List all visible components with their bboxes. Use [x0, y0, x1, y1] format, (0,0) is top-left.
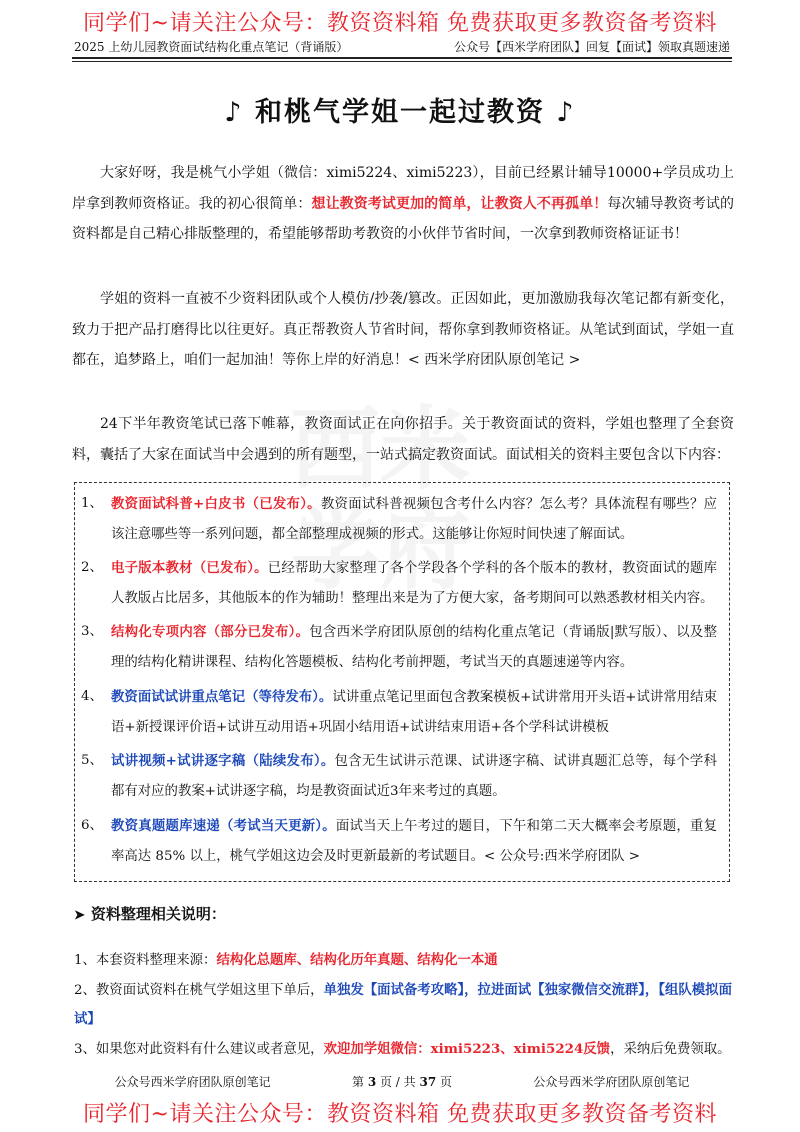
arrow-bullet-icon: ➤: [74, 908, 85, 923]
intro-paragraph-2: 学姐的资料一直被不少资料团队或个人模仿/抄袭/篡改。正因如此，更加激励我每次笔记都有新变化，致力于把产品打磨得比以往更好。真正帮教资人节省时间，帮你拿到教师资格证。从笔试到面试，学姐一直都在，追梦路上，咱们一起加油！等你上岸的好消息！< 西米学府团队原创笔记 >: [72, 291, 734, 368]
list-item: [81, 746, 717, 807]
notes-heading: [74, 903, 226, 924]
header-right-text: 公众号【西米学府团队】回复【面试】领取真题速递: [453, 40, 730, 54]
materials-list-box: [74, 482, 730, 882]
header-rule-thin: [72, 61, 732, 62]
page-title: ♪ 和桃气学姐一起过教资 ♪: [224, 97, 576, 128]
list-item: [81, 617, 717, 678]
list-item-highlight: 教资面试试讲重点笔记（等待发布）。: [111, 689, 333, 705]
page-footer: [74, 1073, 730, 1090]
intro-p1-highlight: 想让教资考试更加的简单，让教资人不再孤单！: [311, 195, 608, 212]
page-label-c: 页: [436, 1075, 453, 1089]
page-header: [74, 38, 730, 55]
intro-paragraph-3: 24下半年教资笔试已落下帷幕，教资面试正在向你招手。关于教资面试的资料，学姐也整理了全套资料，囊括了大家在面试当中会遇到的所有题型，一站式搞定教资面试。面试相关的资料主要包含以下内容：: [72, 416, 734, 463]
list-item-text: 试讲重点笔记里面包含教案模板+试讲常用开头语+试讲常用结束语+新授课评价语+试讲互动用语+巩固小结用语+试讲结束用语+各个学科试讲模板: [111, 690, 717, 735]
intro-paragraph-1: [72, 158, 734, 250]
total-pages: 37: [419, 1075, 437, 1089]
list-item: [81, 811, 717, 872]
note-3-text-2: ，采纳后免费领取。: [610, 1042, 731, 1057]
notes-heading-text: 资料整理相关说明：: [90, 905, 226, 923]
list-item-number: 3、: [81, 624, 103, 639]
list-item-highlight: 教资真题题库速递（考试当天更新）。: [111, 818, 336, 834]
list-item-number: 5、: [81, 753, 103, 768]
note-1-text: 1、本套资料整理来源：: [74, 953, 217, 968]
list-item-number: 1、: [81, 496, 103, 511]
header-rule: [72, 57, 732, 59]
note-2: [74, 976, 734, 1034]
list-item-text: 包含无生试讲示范课、试讲逐字稿、试讲真题汇总等，每个学科都有对应的教案+试讲逐字稿，均是教资面试近3年来考过的真题。: [111, 754, 717, 799]
header-left-text: 2025 上幼儿园教资面试结构化重点笔记（背诵版）: [74, 40, 349, 54]
note-3-text: 3、如果您对此资料有什么建议或者意见，: [74, 1042, 324, 1057]
list-item-number: 4、: [81, 689, 103, 704]
list-item-text: 教资面试科普视频包含考什么内容？怎么考？具体流程有哪些？应该注意哪些等一系列问题，都全部整理成视频的形式。这能够让你短时间快速了解面试。: [111, 497, 718, 542]
list-item: [81, 489, 717, 550]
footer-left-text: 公众号西米学府团队原创笔记: [114, 1075, 271, 1089]
list-item-number: 6、: [81, 818, 103, 833]
list-item-highlight: 电子版本教材（已发布）。: [111, 560, 268, 576]
footer-right-text: 公众号西米学府团队原创笔记: [533, 1075, 690, 1089]
list-item-text: 已经帮助大家整理了各个学段各个学科的各个版本的教材，教资面试的题库人教版占比居多，其他版本的作为辅助！整理出来是为了方便大家，备考期间可以熟悉教材相关内容。: [111, 561, 717, 606]
top-promo-banner: 同学们~请关注公众号：教资资料箱 免费获取更多教资备考资料: [83, 11, 717, 36]
current-page: 3: [367, 1075, 377, 1089]
note-1: [74, 946, 734, 975]
list-item: [81, 553, 717, 614]
list-item-number: 2、: [81, 560, 103, 575]
page-number: [352, 1073, 452, 1090]
intro-p1-text: 大家好呀，我是桃气小学姐（微信：ximi5224、ximi5223），目前已经累计辅导10000+学员成功上岸拿到教师资格证。我的初心很简单：: [72, 165, 734, 212]
intro-p1-text-2: 每次辅导教资考试的资料都是自己精心排版整理的，希望能够帮助考教资的小伙伴节省时间，一次拿到教师资格证证书！: [72, 195, 735, 242]
page-label-b: 页 / 共: [376, 1075, 420, 1089]
list-item-text: 面试当天上午考过的题目，下午和第二天大概率会考原题，重复率高达 85% 以上，桃气学姐这边会及时更新最新的考试题目。< 公众号:西米学府团队 >: [111, 819, 717, 864]
list-item-highlight: 教资面试科普+白皮书（已发布）。: [111, 496, 321, 512]
bottom-promo-banner: 同学们~请关注公众号：教资资料箱 免费获取更多教资备考资料: [83, 1102, 717, 1127]
list-item-text: 包含西米学府团队原创的结构化重点笔记（背诵版|默写版）、以及整理的结构化精讲课程、结构化答题模板、结构化考前押题，考试当天的真题速递等内容。: [111, 625, 717, 670]
list-item-highlight: 结构化专项内容（部分已发布）。: [111, 624, 310, 640]
note-3: [74, 1035, 734, 1064]
page-label-a: 第: [351, 1075, 368, 1089]
note-3-highlight: 欢迎加学姐微信：ximi5223、ximi5224反馈: [323, 1041, 611, 1057]
note-1-highlight: 结构化总题库、结构化历年真题、结构化一本通: [216, 952, 498, 968]
note-2-text: 2、教资面试资料在桃气学姐这里下单后，: [74, 983, 324, 998]
list-item: [81, 682, 717, 743]
note-2-highlight: 单独发【面试备考攻略】，拉进面试【独家微信交流群】，【组队模拟面试】: [74, 982, 732, 1027]
list-item-highlight: 试讲视频+试讲逐字稿（陆续发布）。: [111, 753, 335, 769]
